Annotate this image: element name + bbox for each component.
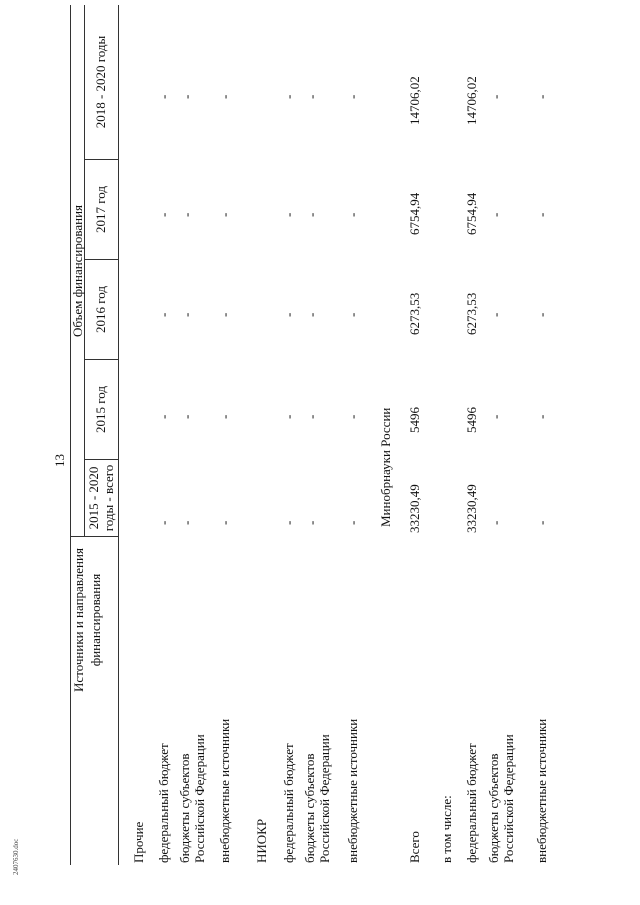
row-label-total: Всего (407, 831, 422, 863)
row-value: - (488, 414, 503, 419)
row-label-line: Российской Федерации (191, 734, 207, 863)
row-value: - (304, 520, 319, 525)
volume-group-header: Объем финансирования (70, 204, 85, 338)
row-value: - (345, 212, 360, 217)
row-value: - (179, 212, 194, 217)
row-label-rnd: НИОКР (254, 818, 269, 863)
row-label-regional-budgets (303, 734, 332, 863)
sources-column-header: Источники и направления финансирования (71, 548, 103, 692)
row-label-regional-budgets (178, 734, 207, 863)
row-value: 33230,49 (464, 484, 479, 533)
row-value: - (488, 94, 503, 99)
row-value: - (345, 520, 360, 525)
row-value: 6754,94 (407, 192, 422, 235)
year-header-2016: 2016 год (93, 286, 108, 333)
row-value: - (179, 414, 194, 419)
row-value: - (304, 312, 319, 317)
row-value: 14706,02 (407, 76, 422, 125)
row-value: - (179, 94, 194, 99)
row-label-federal-budget: федеральный бюджет (464, 743, 479, 863)
row-value: - (488, 312, 503, 317)
row-value: - (534, 94, 549, 99)
page-number: 13 (52, 454, 67, 467)
row-label-extrabudgetary: внебюджетные источники (217, 718, 232, 863)
row-value: 14706,02 (464, 76, 479, 125)
row-value: 6273,53 (407, 292, 422, 335)
row-value: - (156, 312, 171, 317)
row-label-line: Российской Федерации (500, 734, 516, 863)
row-label-line: Российской Федерации (316, 734, 332, 863)
row-value: - (179, 520, 194, 525)
row-label-including: в том числе: (439, 795, 454, 863)
row-value: - (534, 212, 549, 217)
document-code: 2407630.doc (12, 838, 20, 875)
row-value: - (345, 94, 360, 99)
row-label-federal-budget: федеральный бюджет (156, 743, 171, 863)
row-value: - (281, 94, 296, 99)
row-value: - (217, 94, 232, 99)
row-value: - (156, 94, 171, 99)
row-label-regional-budgets (487, 734, 516, 863)
year-header-total: 2015 - 2020 годы - всего (86, 464, 116, 532)
row-value: 6754,94 (464, 192, 479, 235)
row-label-other: Прочие (131, 821, 146, 863)
row-value: - (304, 414, 319, 419)
section-heading-ministry: Минобрнауки России (378, 407, 393, 527)
row-value: 5496 (464, 407, 479, 433)
header-bottom-border (118, 5, 119, 865)
row-value: - (156, 414, 171, 419)
row-value: - (534, 520, 549, 525)
row-value: - (217, 520, 232, 525)
row-value: - (534, 414, 549, 419)
row-value: - (281, 312, 296, 317)
row-value: 6273,53 (464, 292, 479, 335)
row-value: - (217, 312, 232, 317)
row-value: - (488, 520, 503, 525)
row-value: - (534, 312, 549, 317)
row-label-federal-budget: федеральный бюджет (281, 743, 296, 863)
row-value: - (156, 520, 171, 525)
row-value: 33230,49 (407, 484, 422, 533)
year-header-2017: 2017 год (93, 186, 108, 233)
row-value: 5496 (407, 407, 422, 433)
row-value: - (156, 212, 171, 217)
row-value: - (281, 414, 296, 419)
row-value: - (217, 414, 232, 419)
row-value: - (345, 414, 360, 419)
row-value: - (488, 212, 503, 217)
row-label-extrabudgetary: внебюджетные источники (345, 718, 360, 863)
row-value: - (281, 520, 296, 525)
row-label-line: бюджеты субъектов (486, 753, 501, 863)
row-value: - (281, 212, 296, 217)
row-label-extrabudgetary: внебюджетные источники (534, 718, 549, 863)
row-label-line: бюджеты субъектов (177, 753, 192, 863)
row-value: - (304, 212, 319, 217)
row-value: - (217, 212, 232, 217)
row-value: - (179, 312, 194, 317)
year-header-2015: 2015 год (93, 386, 108, 433)
row-label-line: бюджеты субъектов (302, 753, 317, 863)
year-header-2018-2020: 2018 - 2020 годы (93, 35, 108, 129)
row-value: - (304, 94, 319, 99)
row-value: - (345, 312, 360, 317)
